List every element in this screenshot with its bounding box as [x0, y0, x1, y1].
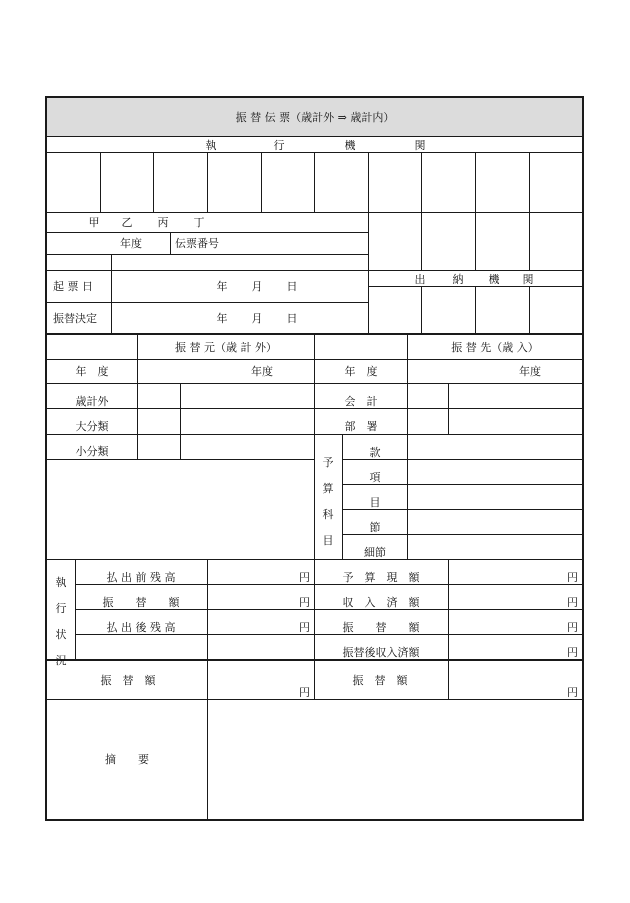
h-line	[75, 634, 583, 635]
yen-unit: 円	[299, 571, 310, 584]
furikae-gaku-saki-label: 振 替 額	[352, 674, 408, 687]
v-line	[314, 153, 315, 212]
h-line	[342, 534, 583, 535]
v-line	[75, 559, 76, 660]
v-line	[100, 153, 101, 212]
tei-label: 丁	[193, 216, 205, 229]
saki-nendo-label: 年 度	[344, 365, 378, 378]
h-line	[342, 484, 583, 485]
shunyu-zumi-label: 収 入 済 額	[342, 596, 420, 609]
otsu-label: 乙	[121, 216, 133, 229]
v-line	[529, 153, 530, 270]
kettei-day: 日	[286, 312, 298, 325]
shikko-char-3: 機	[344, 139, 356, 152]
border-bottom	[45, 819, 584, 821]
denpyo-bango-label: 伝票番号	[175, 237, 219, 250]
kihyo-day: 日	[286, 280, 298, 293]
border-top	[45, 96, 584, 98]
v-line	[448, 384, 449, 434]
furikae-gaku-right-label: 振 替 額	[342, 621, 420, 634]
v-line	[207, 153, 208, 212]
h-line	[342, 509, 583, 510]
kihyo-year: 年	[216, 280, 228, 293]
nendo-label: 年度	[120, 237, 142, 250]
form-title: 振 替 伝 票（歳計外 ⇒ 歳計内）	[235, 111, 395, 124]
yen-unit: 円	[567, 686, 578, 699]
yen-unit: 円	[567, 646, 578, 659]
sho-bunrui-label: 小分類	[75, 445, 109, 458]
furikae-gaku-left-label: 振 替 額	[102, 596, 180, 609]
busho-label: 部 署	[344, 420, 378, 433]
yen-unit: 円	[299, 686, 310, 699]
hei-label: 丙	[157, 216, 169, 229]
yosan-kamoku-label: 予算科目	[322, 456, 334, 547]
suito-char-2: 納	[452, 273, 464, 286]
v-line	[407, 334, 408, 384]
suito-char-4: 関	[522, 273, 534, 286]
furikae-gaku-moto-label: 振 替 額	[100, 674, 156, 687]
furikae-moto-label: 振 替 元（歳 計 外）	[175, 341, 277, 354]
v-line	[529, 287, 530, 333]
v-line	[421, 287, 422, 333]
h-line	[75, 584, 583, 585]
v-line	[137, 334, 138, 384]
v-line	[170, 233, 171, 254]
h-line	[46, 302, 368, 303]
v-line	[207, 559, 208, 820]
h-line	[46, 459, 314, 460]
kettei-month: 月	[251, 312, 263, 325]
suito-char-1: 出	[414, 273, 426, 286]
v-line	[180, 384, 181, 459]
yen-unit: 円	[299, 596, 310, 609]
kou-label: 甲	[88, 216, 100, 229]
h-line	[46, 232, 368, 233]
v-line	[153, 153, 154, 212]
v-line	[368, 153, 369, 334]
yen-unit: 円	[567, 621, 578, 634]
h-line	[342, 459, 583, 460]
v-line	[261, 153, 262, 212]
kihyo-month: 月	[251, 280, 263, 293]
saikeigai-label: 歳計外	[75, 395, 109, 408]
setsu-label: 節	[369, 521, 381, 534]
saisetsu-label: 細節	[364, 546, 386, 559]
yen-unit: 円	[299, 621, 310, 634]
shikko-char-1: 執	[205, 139, 217, 152]
kettei-year: 年	[216, 312, 228, 325]
shikko-jokyo-label: 執行状況	[55, 576, 67, 667]
furikae-go-shunyu-label: 振替後収入済額	[342, 646, 420, 659]
moto-nendo-label: 年 度	[75, 365, 109, 378]
h-line	[46, 212, 583, 213]
v-line	[342, 434, 343, 559]
v-line	[421, 153, 422, 270]
v-line	[111, 255, 112, 333]
kou-item-label: 項	[369, 471, 381, 484]
v-line	[475, 287, 476, 333]
furikae-saki-label: 振 替 先（歳 入）	[451, 341, 539, 354]
yen-unit: 円	[567, 596, 578, 609]
saki-nendo-unit: 年度	[519, 365, 541, 378]
yosan-gengaku-label: 予 算 現 額	[342, 571, 420, 584]
h-line	[46, 136, 583, 137]
dai-bunrui-label: 大分類	[75, 420, 109, 433]
haraidashi-go-label: 払 出 後 残 高	[106, 621, 176, 634]
shikko-char-4: 関	[414, 139, 426, 152]
suito-char-3: 機	[488, 273, 500, 286]
kan-label: 款	[369, 446, 381, 459]
v-line	[475, 153, 476, 270]
v-line	[314, 334, 315, 700]
furikae-kettei-label: 振替決定	[53, 312, 97, 325]
kihyo-bi-label: 起 票 日	[53, 280, 93, 293]
h-line	[75, 609, 583, 610]
shikko-char-2: 行	[273, 139, 285, 152]
moto-nendo-unit: 年度	[251, 365, 273, 378]
h-line	[46, 254, 368, 255]
yen-unit: 円	[567, 571, 578, 584]
kaikei-label: 会 計	[344, 395, 378, 408]
v-line	[407, 384, 408, 559]
v-line	[448, 559, 449, 700]
moku-label: 目	[369, 496, 381, 509]
v-line	[137, 384, 138, 459]
tekiyo-label: 摘 要	[105, 753, 149, 766]
haraidashi-mae-label: 払 出 前 残 高	[106, 571, 176, 584]
h-line	[46, 270, 583, 271]
